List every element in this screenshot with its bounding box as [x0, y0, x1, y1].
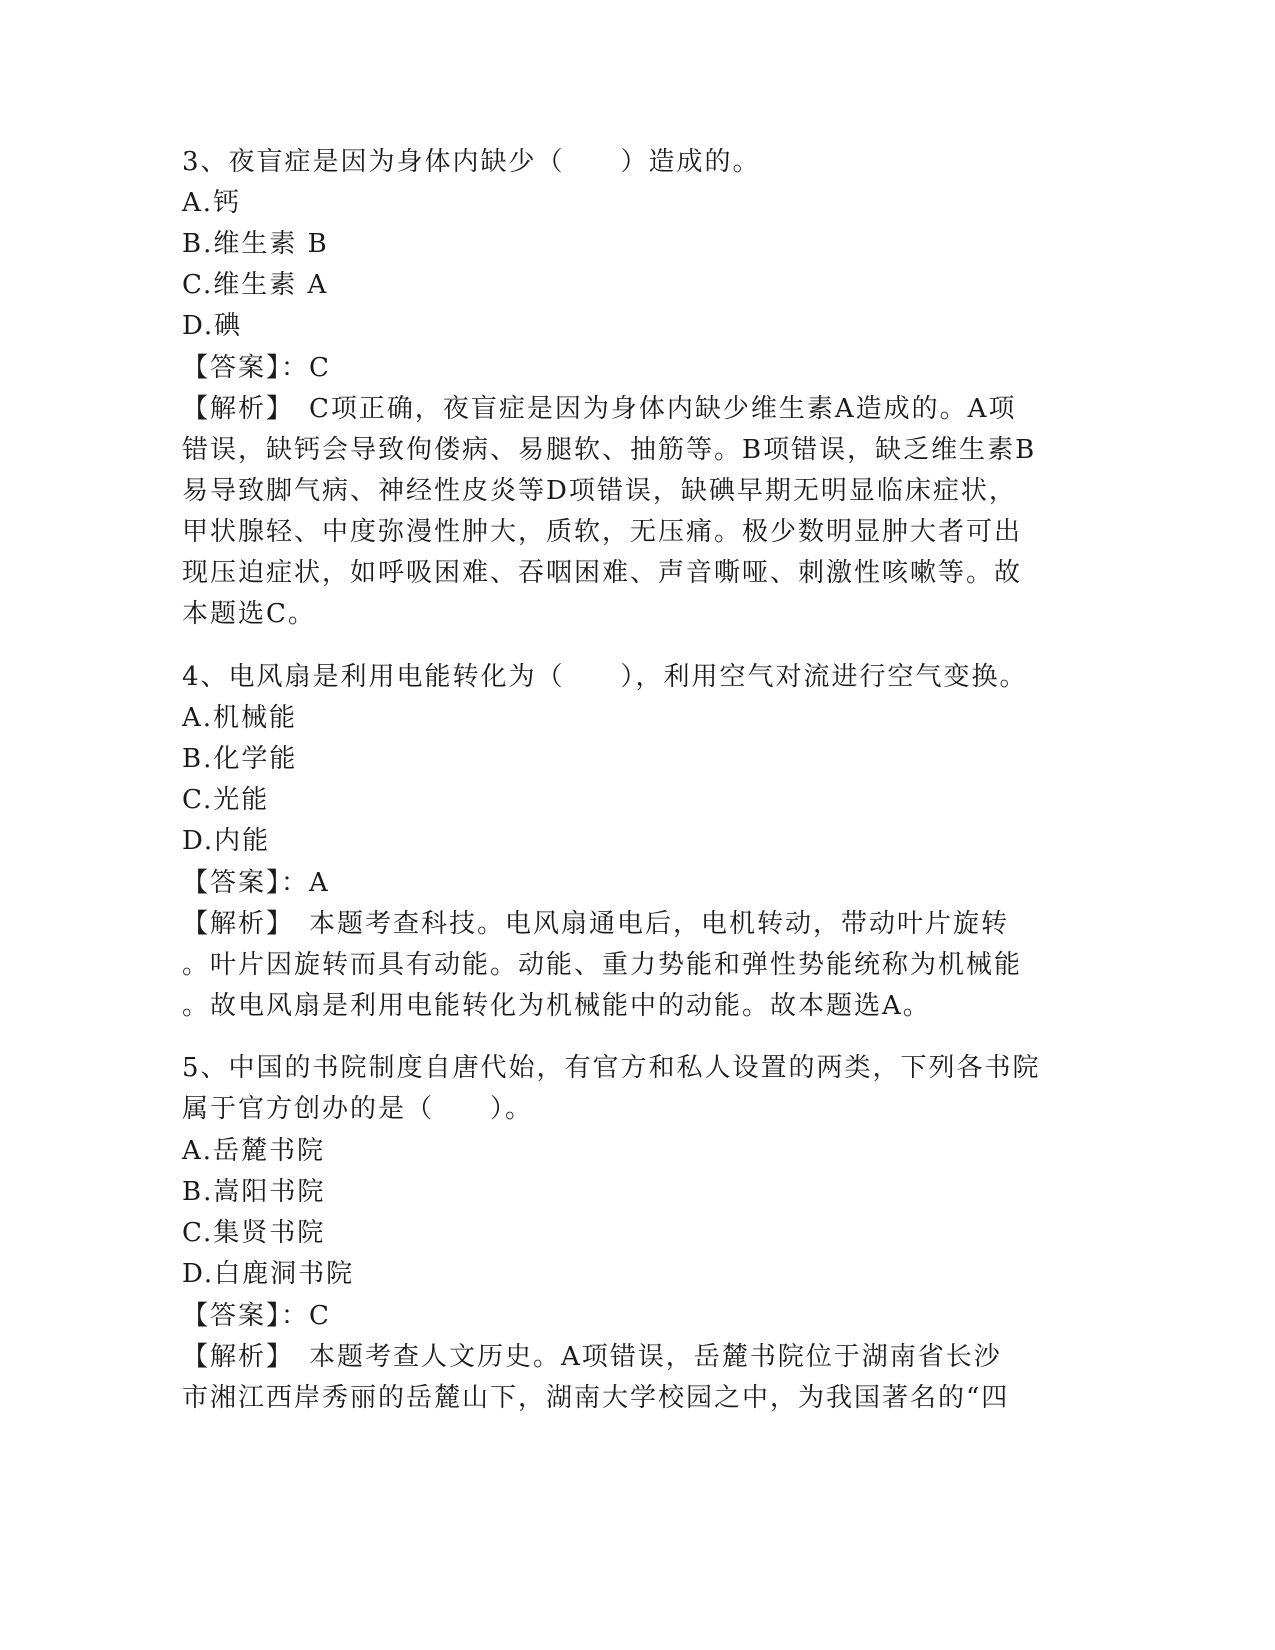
option-c: C.集贤书院	[182, 1218, 326, 1248]
analysis-line: 【解析】 本题考查科技。电风扇通电后，电机转动，带动叶片旋转	[182, 909, 1010, 939]
option-d: D.碘	[182, 311, 243, 341]
analysis-line: 易导致脚气病、神经性皮炎等D项错误，缺碘早期无明显临床症状，	[182, 476, 1017, 506]
analysis-line: 【解析】 C项正确，夜盲症是因为身体内缺少维生素A造成的。A项	[182, 394, 1017, 424]
option-b: B.维生素 B	[182, 229, 329, 259]
analysis-line: 甲状腺轻、中度弥漫性肿大，质软，无压痛。极少数明显肿大者可出	[182, 517, 1023, 547]
analysis-line: 本题选C。	[182, 599, 316, 629]
question-stem: 属于官方创办的是（ ）。	[182, 1094, 534, 1124]
option-a: A.岳麓书院	[182, 1136, 326, 1166]
analysis-line: 。叶片因旋转而具有动能。动能、重力势能和弹性势能统称为机械能	[182, 950, 1023, 980]
option-b: B.化学能	[182, 744, 298, 774]
option-c: C.维生素 A	[182, 270, 329, 300]
analysis-line: 【解析】 本题考查人文历史。A项错误，岳麓书院位于湖南省长沙	[182, 1342, 1002, 1372]
answer: 【答案】：A	[182, 868, 330, 898]
option-c: C.光能	[182, 785, 270, 815]
option-a: A.钙	[182, 188, 242, 218]
analysis-line: 错误，缺钙会导致佝偻病、易腿软、抽筋等。B项错误，缺乏维生素B	[182, 435, 1037, 465]
answer: 【答案】：C	[182, 1301, 331, 1331]
analysis-line: 现压迫症状，如呼吸困难、吞咽困难、声音嘶哑、刺激性咳嗽等。故	[182, 558, 1023, 588]
option-a: A.机械能	[182, 703, 298, 733]
analysis-line: 。故电风扇是利用电能转化为机械能中的动能。故本题选A。	[182, 991, 931, 1021]
option-d: D.内能	[182, 826, 271, 856]
question-stem: 4、电风扇是利用电能转化为（ ），利用空气对流进行空气变换。	[182, 662, 1028, 692]
option-d: D.白鹿洞书院	[182, 1259, 355, 1289]
analysis-line: 市湘江西岸秀丽的岳麓山下，湖南大学校园之中，为我国著名的“四	[182, 1383, 1010, 1413]
question-stem: 3、夜盲症是因为身体内缺少（ ）造成的。	[182, 147, 761, 177]
answer: 【答案】：C	[182, 353, 331, 383]
question-stem: 5、中国的书院制度自唐代始，有官方和私人设置的两类，下列各书院	[182, 1053, 1041, 1083]
option-b: B.嵩阳书院	[182, 1177, 326, 1207]
